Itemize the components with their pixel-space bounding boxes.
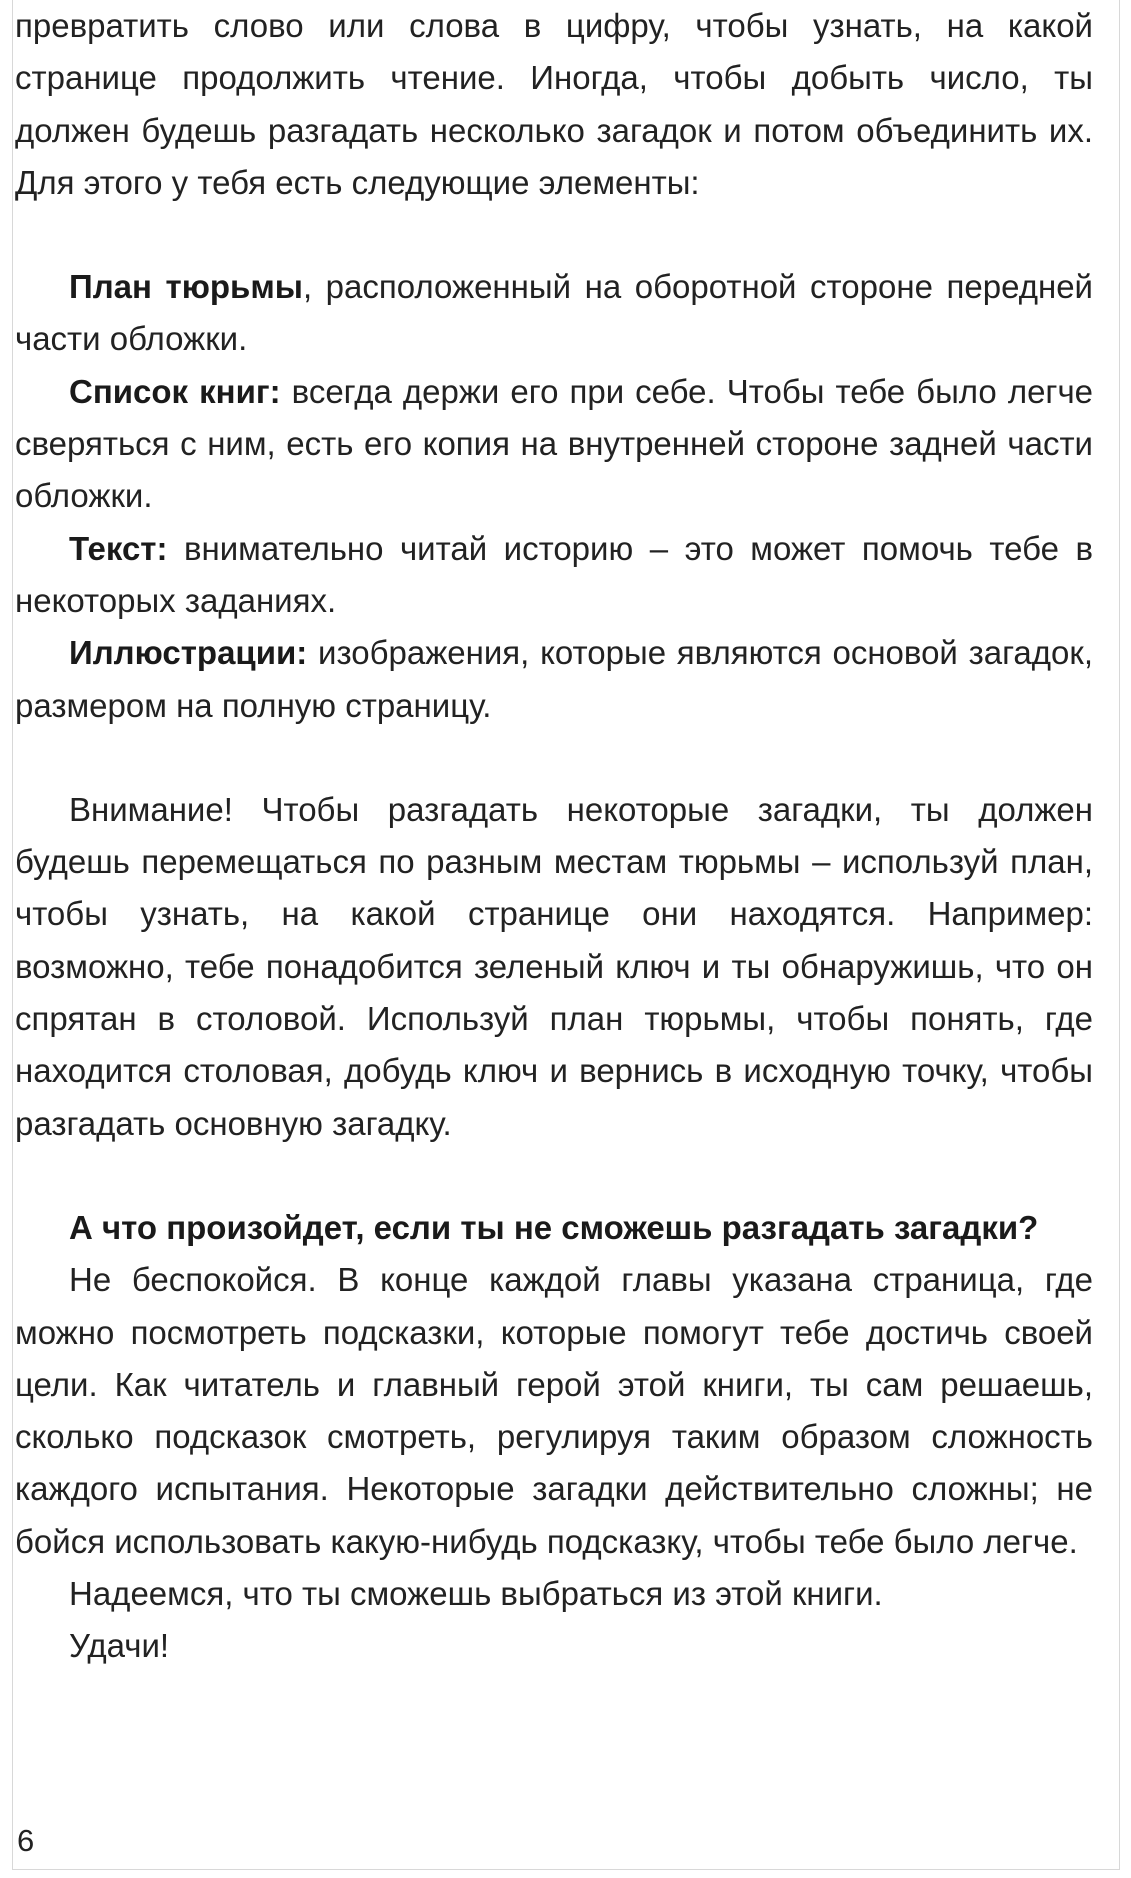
intro-paragraph: превратить слово или слова в цифру, чтобы узнать, на какой странице продолжить чтение. Иногда, чтобы добыть число, ты должен будешь разгадать несколько загадок и потом объединить их. Для этого у тебя есть следующие элементы: xyxy=(15,7,1093,201)
faq-heading: А что произойдет, если ты не сможешь разгадать загадки? xyxy=(69,1208,1039,1246)
page-number: 6 xyxy=(17,1823,35,1858)
element-text-plan: , расположенный на оборотной стороне передней части обложки. xyxy=(15,268,1093,358)
element-text-illustrations: изображения, которые являются основой загадок, размером на полную страницу. xyxy=(15,634,1093,724)
element-term-text: Текст: xyxy=(69,529,168,567)
faq-answer-paragraph: Не беспокойся. В конце каждой главы указана страница, где можно посмотреть подсказки, которые помогут тебе достичь своей цели. Как читатель и главный герой этой книги, ты сам решаешь, сколько подсказок смотреть, регулируя таким образом сложность каждого испытания. Некоторые загадки действительно сложны; не бойся использовать какую-нибудь подсказку, чтобы тебе было легче. xyxy=(15,1261,1093,1560)
element-text-book-list: всегда держи его при себе. Чтобы тебе было легче сверяться с ним, есть его копия на внутренней стороне задней части обложки. xyxy=(15,372,1094,515)
element-item-illustrations xyxy=(15,627,1093,732)
paragraph-gap xyxy=(15,209,1093,261)
element-term-plan: План тюрьмы xyxy=(69,268,303,306)
book-page xyxy=(12,0,1120,1870)
element-item-text xyxy=(15,523,1093,628)
paragraph-gap xyxy=(15,1150,1093,1202)
element-term-illustrations: Иллюстрации: xyxy=(69,634,308,672)
element-item-book-list xyxy=(15,366,1093,523)
page-text-column xyxy=(15,0,1093,1673)
element-item-plan xyxy=(15,261,1093,366)
element-text-text: внимательно читай историю – это может помочь тебе в некоторых заданиях. xyxy=(15,529,1093,619)
attention-paragraph: Внимание! Чтобы разгадать некоторые загадки, ты должен будешь перемещаться по разным местам тюрьмы – используй план, чтобы узнать, на какой странице они находятся. Например: возможно, тебе понадобится зеленый ключ и ты обнаружишь, что он спрятан в столовой. Используй план тюрьмы, чтобы понять, где находится столовая, добудь ключ и вернись в исходную точку, чтобы разгадать основную загадку. xyxy=(15,790,1093,1142)
luck-paragraph: Удачи! xyxy=(69,1627,170,1665)
element-term-book-list: Список книг: xyxy=(69,372,281,410)
hope-paragraph: Надеемся, что ты сможешь выбраться из этой книги. xyxy=(69,1575,883,1613)
paragraph-gap xyxy=(15,732,1093,784)
